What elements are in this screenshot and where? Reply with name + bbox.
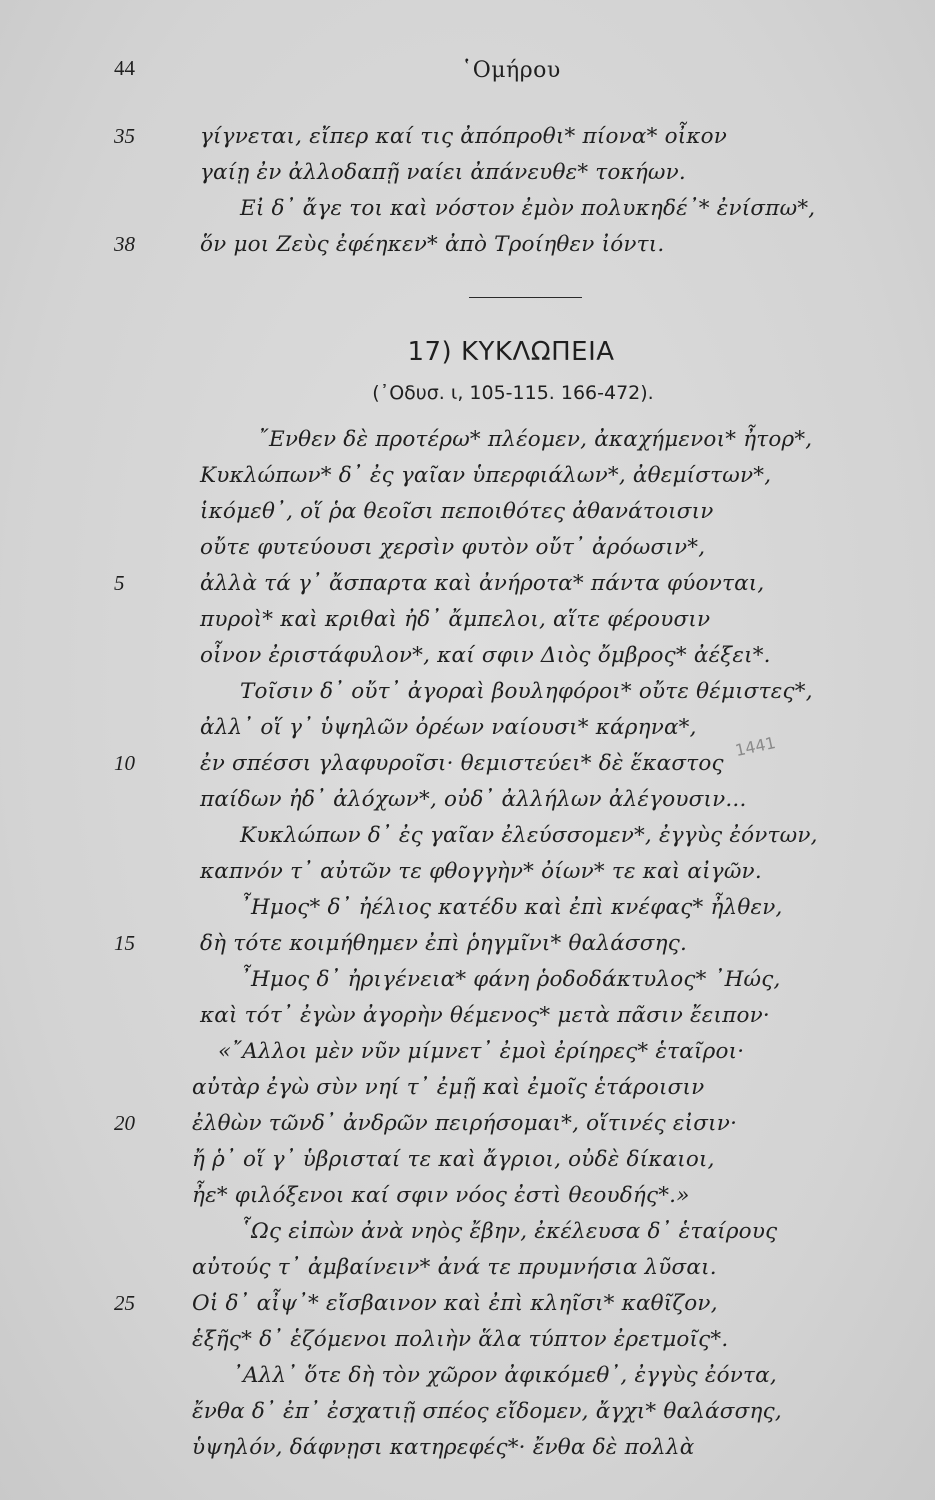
verse-line: Τοῖσιν δ᾽ οὔτ᾽ ἀγοραὶ βουληφόροι* οὔτε θέμιστες*, [240,679,813,704]
section-title: 17) ΚΥΚΛΩΠΕΙΑ [407,337,615,367]
line-number: 35 [114,124,135,148]
verse-line: Κυκλώπων δ᾽ ἐς γαῖαν ἐλεύσσομεν*, ἐγγὺς ἐόντων, [240,823,818,848]
verse-line: αὐτὰρ ἐγὼ σὺν νηί τ᾽ ἐμῇ καὶ ἐμοῖς ἑτάροισιν [192,1075,705,1100]
verse-line: ἑξῆς* δ᾽ ἑζόμενοι πολιὴν ἅλα τύπτον ἐρετμοῖς*. [192,1327,729,1352]
verse-line: γίγνεται, εἴπερ καί τις ἀπόπροθι* πίονα* οἶκον [200,124,728,149]
verse-line: ἦε* φιλόξενοι καί σφιν νόος ἐστὶ θεουδής*.» [192,1183,690,1208]
verse-line: ὑψηλόν, δάφνῃσι κατηρεφές*· ἔνθα δὲ πολλὰ [192,1435,695,1460]
verse-line: ἐν σπέσσι γλαφυροῖσι· θεμιστεύει* δὲ ἕκαστος [200,751,724,776]
verse-line: γαίῃ ἐν ἀλλοδαπῇ ναίει ἀπάνευθε* τοκήων. [200,160,686,185]
verse-line: καὶ τότ᾽ ἐγὼν ἀγορὴν θέμενος* μετὰ πᾶσιν ἔειπον· [200,1003,770,1028]
verse-line: ὅν μοι Ζεὺς ἐφέηκεν* ἀπὸ Τροίηθεν ἰόντι. [200,232,665,257]
verse-line: Οἱ δ᾽ αἶψ᾽* εἴσβαινον καὶ ἐπὶ κληῖσι* καθῖζον, [192,1291,718,1316]
verse-line: Κυκλώπων* δ᾽ ἐς γαῖαν ὑπερφιάλων*, ἀθεμίστων*, [200,463,772,488]
verse-line: ἀλλ᾽ οἵ γ᾽ ὑψηλῶν ὀρέων ναίουσι* κάρηνα*, [200,715,697,740]
verse-line: «῎Αλλοι μὲν νῦν μίμνετ᾽ ἐμοὶ ἐρίηρες* ἑταῖροι· [218,1039,745,1064]
verse-line: ῟Ως εἰπὼν ἀνὰ νηὸς ἔβην, ἐκέλευσα δ᾽ ἑταίρους [240,1219,778,1244]
verse-line: ἤ ῥ᾽ οἵ γ᾽ ὑβρισταί τε καὶ ἄγριοι, οὐδὲ δίκαιοι, [192,1147,715,1172]
verse-line: ἐλθὼν τῶνδ᾽ ἀνδρῶν πειρήσομαι*, οἵτινές εἰσιν· [192,1111,738,1136]
line-number: 5 [114,571,125,595]
line-number: 20 [114,1111,135,1135]
verse-line: ἔνθα δ᾽ ἐπ᾽ ἐσχατιῇ σπέος εἴδομεν, ἄγχι* θαλάσσης, [192,1399,782,1424]
verse-line: παίδων ἠδ᾽ ἀλόχων*, οὐδ᾽ ἀλλήλων ἀλέγουσιν... [200,787,747,812]
section-reference: (᾽Οδυσ. ι, 105-115. 166-472). [372,382,654,404]
line-number: 10 [114,751,135,775]
verse-line: οἶνον ἐριστάφυλον*, καί σφιν Διὸς ὄμβρος* ἀέξει*. [200,643,771,668]
pencil-margin-note: 1441 [733,732,778,761]
verse-line: Εἰ δ᾽ ἄγε τοι καὶ νόστον ἐμὸν πολυκηδέ᾽* ἐνίσπω*, [240,196,816,221]
running-title: ῾Ομήρου [461,58,561,83]
verse-line: ᾽Αλλ᾽ ὅτε δὴ τὸν χῶρον ἀφικόμεθ᾽, ἐγγὺς ἐόντα, [232,1363,777,1388]
verse-line: καπνόν τ᾽ αὐτῶν τε φθογγὴν* ὀίων* τε καὶ αἰγῶν. [200,859,762,884]
verse-line: πυροὶ* καὶ κριθαὶ ἠδ᾽ ἄμπελοι, αἵτε φέρουσιν [200,607,711,632]
verse-line: οὔτε φυτεύουσι χερσὶν φυτὸν οὔτ᾽ ἀρόωσιν*, [200,535,706,560]
verse-line: ῏Ημος δ᾽ ἠριγένεια* φάνη ῥοδοδάκτυλος* ᾽Ηώς, [240,967,781,992]
verse-line: ῏Ημος* δ᾽ ἠέλιος κατέδυ καὶ ἐπὶ κνέφας* ἦλθεν, [240,895,783,920]
page-number: 44 [114,56,135,80]
verse-line: δὴ τότε κοιμήθημεν ἐπὶ ῥηγμῖνι* θαλάσσης. [200,931,688,956]
verse-line: ἀλλὰ τά γ᾽ ἄσπαρτα καὶ ἀνήροτα* πάντα φύονται, [200,571,765,596]
verse-line: ἱκόμεθ᾽, οἵ ῥα θεοῖσι πεποιθότες ἀθανάτοισιν [200,499,714,524]
verse-line: αὐτούς τ᾽ ἀμβαίνειν* ἀνά τε πρυμνήσια λῦσαι. [192,1255,717,1280]
verse-line: ῎Ενθεν δὲ προτέρω* πλέομεν, ἀκαχήμενοι* ἦτορ*, [258,427,813,452]
section-divider [469,297,582,298]
line-number: 38 [114,232,135,256]
line-number: 25 [114,1291,135,1315]
line-number: 15 [114,931,135,955]
